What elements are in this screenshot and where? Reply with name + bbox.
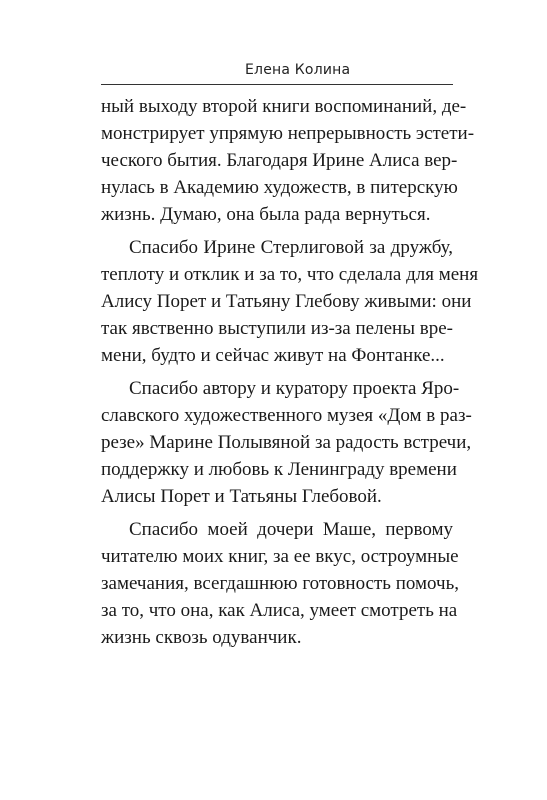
text-line: Алису Порет и Татьяну Глебову живыми: они	[101, 291, 472, 312]
paragraph-4	[101, 516, 460, 651]
text-line: Спасибо Ирине Стерлиговой за дружбу,	[129, 237, 453, 258]
text-line: Спасибо автору и куратору проекта Яро-	[129, 378, 460, 399]
text-line: ный выходу второй книги воспоминаний, де-	[101, 96, 467, 117]
text-line: так явственно выступили из-за пелены вре-	[101, 318, 453, 339]
text-line: жизнь. Думаю, она была рада вернуться.	[101, 204, 431, 225]
header-rule	[101, 84, 453, 85]
text-line: читателю моих книг, за ее вкус, остроумные	[101, 546, 459, 567]
body-text	[101, 93, 479, 651]
text-line: за то, что она, как Алиса, умеет смотреть на	[101, 600, 458, 621]
paragraph-3	[101, 375, 472, 510]
text-line: резе» Марине Полывяной за радость встречи,	[101, 432, 472, 453]
text-line: Алисы Порет и Татьяны Глебовой.	[101, 486, 382, 507]
text-line: монстрирует упрямую непрерывность эстети-	[101, 123, 475, 144]
text-line: ческого бытия. Благодаря Ирине Алиса вер-	[101, 150, 458, 171]
text-line: замечания, всегдашнюю готовность помочь,	[101, 573, 460, 594]
running-head: Елена Колина	[245, 62, 351, 78]
paragraph-1	[101, 93, 475, 228]
paragraph-2	[101, 234, 479, 369]
text-line: славского художественного музея «Дом в раз-	[101, 405, 472, 426]
text-line: теплоту и отклик и за то, что сделала для меня	[101, 264, 479, 285]
text-line: жизнь сквозь одуванчик.	[101, 627, 302, 648]
text-line: нулась в Академию художеств, в питерскую	[101, 177, 458, 198]
text-line: мени, будто и сейчас живут на Фонтанке...	[101, 345, 445, 366]
text-line: поддержку и любовь к Ленинграду времени	[101, 459, 457, 480]
text-line: Спасибо моей дочери Маше, первому	[129, 519, 453, 540]
